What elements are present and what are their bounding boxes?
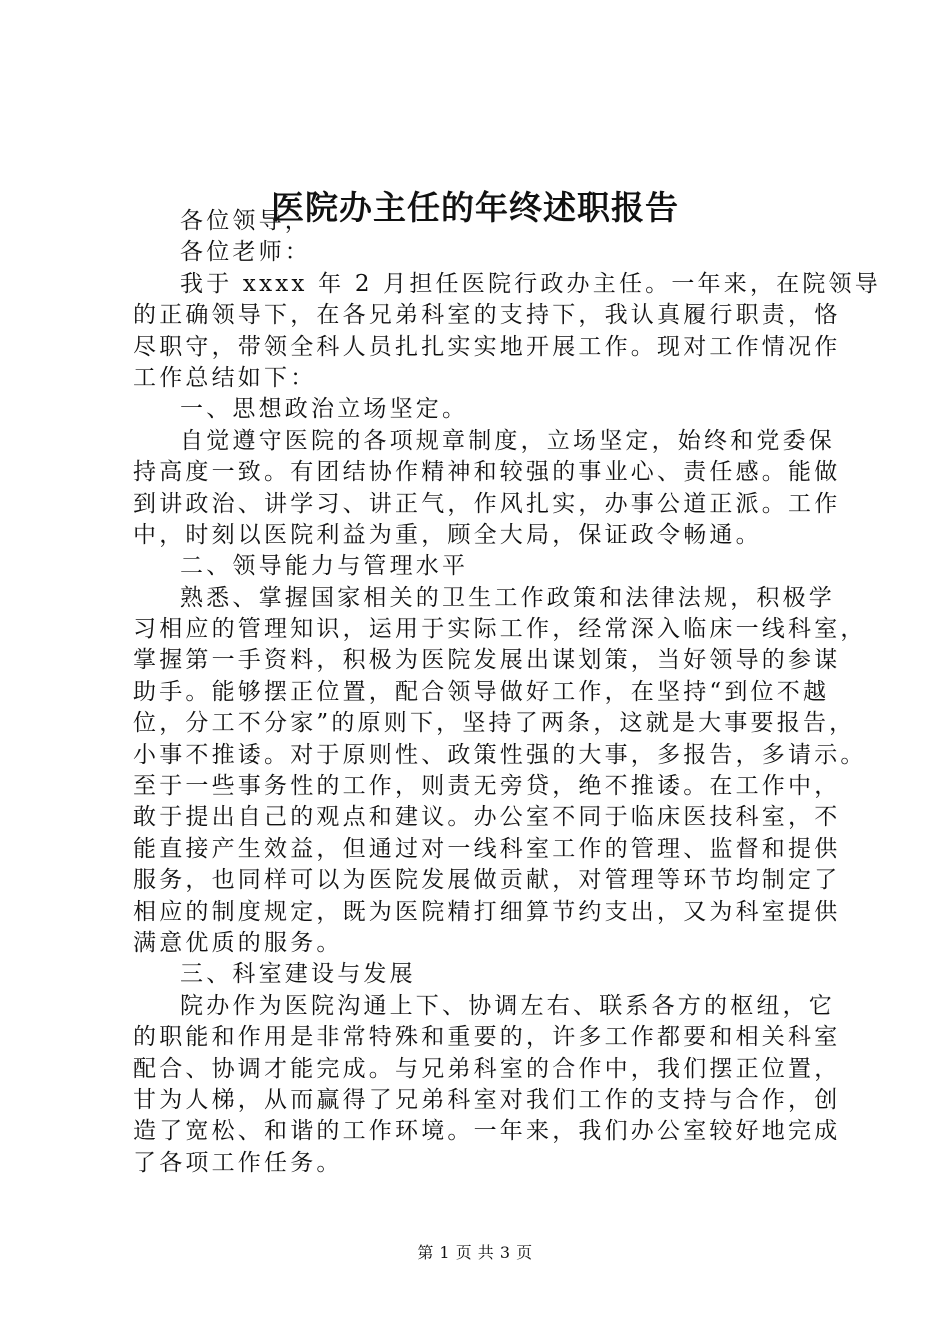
body-line: 中，时刻以医院利益为重，顾全大局，保证政令畅通。 <box>133 521 762 548</box>
body-line: 服务，也同样可以为医院发展做贡献，对管理等环节均制定了 <box>133 867 841 894</box>
body-line: 二、领导能力与管理水平 <box>180 553 469 580</box>
body-line: 的正确领导下，在各兄弟科室的支持下，我认真履行职责，恪 <box>133 302 841 329</box>
document-title: 医院办主任的年终述职报告 <box>271 188 679 227</box>
body-line: 配合、协调才能完成。与兄弟科室的合作中，我们摆正位置， <box>133 1055 841 1082</box>
body-line: 习相应的管理知识，运用于实际工作，经常深入临床一线科室， <box>133 616 867 643</box>
body-line: 自觉遵守医院的各项规章制度，立场坚定，始终和党委保 <box>180 427 835 454</box>
body-line: 持高度一致。有团结协作精神和较强的事业心、责任感。能做 <box>133 459 841 486</box>
body-line: 助手。能够摆正位置，配合领导做好工作，在坚持“到位不越 <box>133 678 830 705</box>
body-line: 我于 xxxx 年 2 月担任医院行政办主任。一年来，在院领导 <box>180 270 881 297</box>
body-line: 三、科室建设与发展 <box>180 961 416 988</box>
body-line: 院办作为医院沟通上下、协调左右、联系各方的枢纽，它 <box>180 992 835 1019</box>
body-line: 小事不推诿。对于原则性、政策性强的大事，多报告，多请示。 <box>133 741 867 768</box>
body-line: 造了宽松、和谐的工作环境。一年来，我们办公室较好地完成 <box>133 1118 841 1145</box>
body-line: 了各项工作任务。 <box>133 1149 343 1176</box>
body-line: 敢于提出自己的观点和建议。办公室不同于临床医技科室，不 <box>133 804 841 831</box>
body-line: 各位老师： <box>180 239 311 266</box>
body-line: 的职能和作用是非常特殊和重要的，许多工作都要和相关科室 <box>133 1024 841 1051</box>
body-line: 相应的制度规定，既为医院精打细算节约支出，又为科室提供 <box>133 898 841 925</box>
body-line: 熟悉、掌握国家相关的卫生工作政策和法律法规，积极学 <box>180 584 835 611</box>
page-footer: 第 1 页 共 3 页 <box>417 1243 533 1262</box>
body-line: 各位领导， <box>180 208 311 234</box>
document-body <box>133 206 881 1179</box>
body-line: 一、思想政治立场坚定。 <box>180 396 469 423</box>
body-line: 掌握第一手资料，积极为医院发展出谋划策，当好领导的参谋 <box>133 647 841 674</box>
body-line: 甘为人梯，从而赢得了兄弟科室对我们工作的支持与合作，创 <box>133 1086 841 1113</box>
body-line: 至于一些事务性的工作，则责无旁贷，绝不推诿。在工作中， <box>133 773 841 800</box>
body-line: 位，分工不分家”的原则下，坚持了两条，这就是大事要报告， <box>133 710 856 737</box>
body-line: 到讲政治、讲学习、讲正气，作风扎实，办事公道正派。工作 <box>133 490 841 517</box>
body-line: 能直接产生效益，但通过对一线科室工作的管理、监督和提供 <box>133 835 841 862</box>
body-line: 满意优质的服务。 <box>133 929 343 956</box>
body-line: 工作总结如下： <box>133 364 317 391</box>
body-line: 尽职守，带领全科人员扎扎实实地开展工作。现对工作情况作 <box>133 333 841 360</box>
